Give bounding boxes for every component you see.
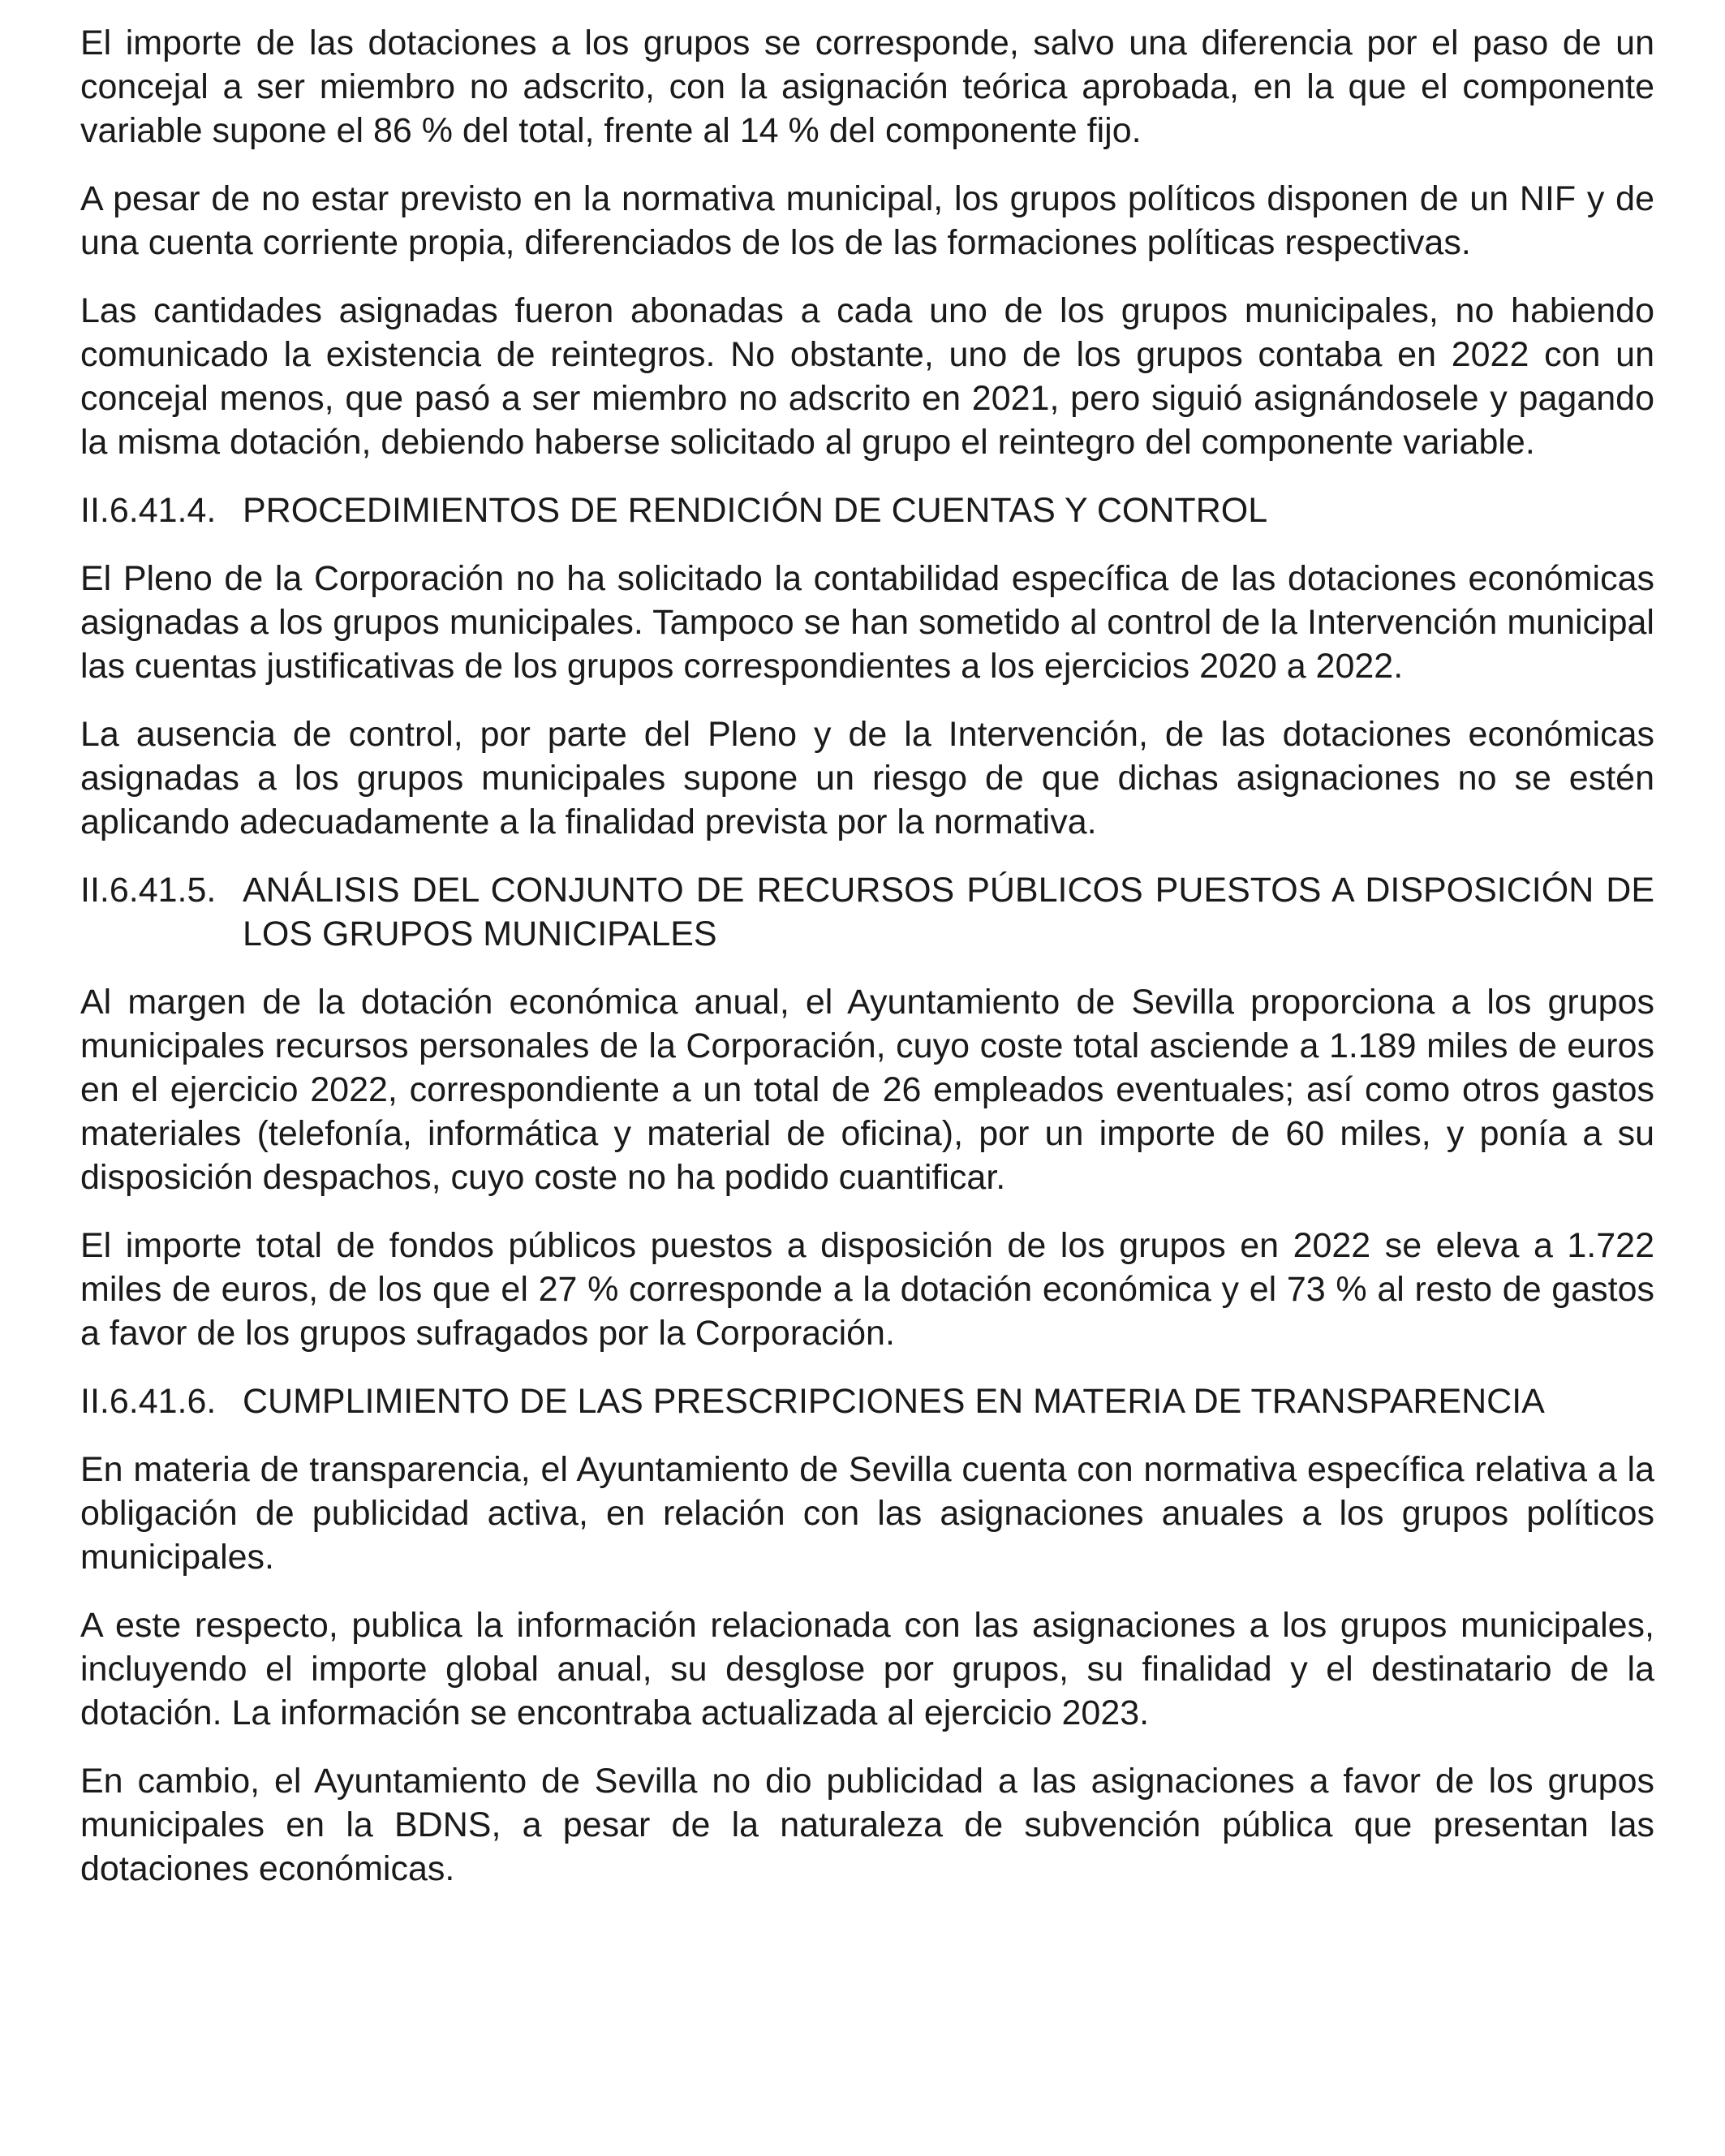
section-heading-transparencia [80, 1379, 1654, 1423]
section-heading-recursos-publicos [80, 868, 1654, 956]
section-heading-rendicion-cuentas [80, 488, 1654, 532]
paragraph-reintegros: Las cantidades asignadas fueron abonadas a cada uno de los grupos municipales, no habiendo comunicado la existencia de reintegros. No obstante, uno de los grupos contaba en 2022 con un concejal menos, que pasó a ser miembro no adscrito en 2021, pero siguió asignándosele y pagando la misma dotación, debiendo haberse solicitado al grupo el reintegro del componente variable. [80, 291, 1654, 462]
paragraph-nif-cuenta: A pesar de no estar previsto en la normativa municipal, los grupos políticos disponen de un NIF y de una cuenta corriente propia, diferenciados de los de las formaciones políticas respectivas. [80, 179, 1654, 262]
paragraph-importe-total-fondos: El importe total de fondos públicos puestos a disposición de los grupos en 2022 se eleva a 1.722 miles de euros, de los que el 27 % corresponde a la dotación económica y el 73 % al resto de gastos a favor de los grupos sufragados por la Corporación. [80, 1226, 1654, 1353]
paragraph-dotaciones-importe: El importe de las dotaciones a los grupos se corresponde, salvo una diferencia por el paso de un concejal a ser miembro no adscrito, con la asignación teórica aprobada, en la que el componente variable supone el 86 % del total, frente al 14 % del componente fijo. [80, 24, 1654, 150]
section-number: II.6.41.6. [80, 1382, 217, 1421]
paragraph-recursos-personales: Al margen de la dotación económica anual, el Ayuntamiento de Sevilla proporciona a los grupos municipales recursos personales de la Corporación, cuyo coste total asciende a 1.189 miles de euros en el ejercicio 2022, correspondiente a un total de 26 empleados eventuales; así como otros gastos materiales (telefonía, informática y material de oficina), por un importe de 60 miles, y ponía a su disposición despachos, cuyo coste no ha podido cuantificar. [80, 983, 1654, 1197]
paragraph-ausencia-control: La ausencia de control, por parte del Pleno y de la Intervención, de las dotaciones económicas asignadas a los grupos municipales supone un riesgo de que dichas asignaciones no se estén aplicando adecuadamente a la finalidad prevista por la normativa. [80, 715, 1654, 841]
document-page [80, 21, 1654, 1915]
paragraph-bdns: En cambio, el Ayuntamiento de Sevilla no dio publicidad a las asignaciones a favor de los grupos municipales en la BDNS, a pesar de la naturaleza de subvención pública que presentan las dotaciones económicas. [80, 1762, 1654, 1888]
paragraph-normativa-transparencia: En materia de transparencia, el Ayuntamiento de Sevilla cuenta con normativa específica relativa a la obligación de publicidad activa, en relación con las asignaciones anuales a los grupos políticos municipales. [80, 1450, 1654, 1577]
paragraph-contabilidad-especifica: El Pleno de la Corporación no ha solicitado la contabilidad específica de las dotaciones económicas asignadas a los grupos municipales. Tampoco se han sometido al control de la Intervención municipal las cuentas justificativas de los grupos correspondientes a los ejercicios 2020 a 2022. [80, 559, 1654, 686]
section-number: II.6.41.4. [80, 491, 217, 530]
paragraph-publicidad-informacion: A este respecto, publica la información relacionada con las asignaciones a los grupos municipales, incluyendo el importe global anual, su desglose por grupos, su finalidad y el destinatario de la dotación. La información se encontraba actualizada al ejercicio 2023. [80, 1606, 1654, 1732]
section-number: II.6.41.5. [80, 871, 217, 910]
section-title: CUMPLIMIENTO DE LAS PRESCRIPCIONES EN MATERIA DE TRANSPARENCIA [243, 1382, 1545, 1421]
section-title: ANÁLISIS DEL CONJUNTO DE RECURSOS PÚBLICOS PUESTOS A DISPOSICIÓN DE LOS GRUPOS MUNICIPALES [243, 871, 1654, 953]
section-title: PROCEDIMIENTOS DE RENDICIÓN DE CUENTAS Y CONTROL [243, 491, 1268, 530]
